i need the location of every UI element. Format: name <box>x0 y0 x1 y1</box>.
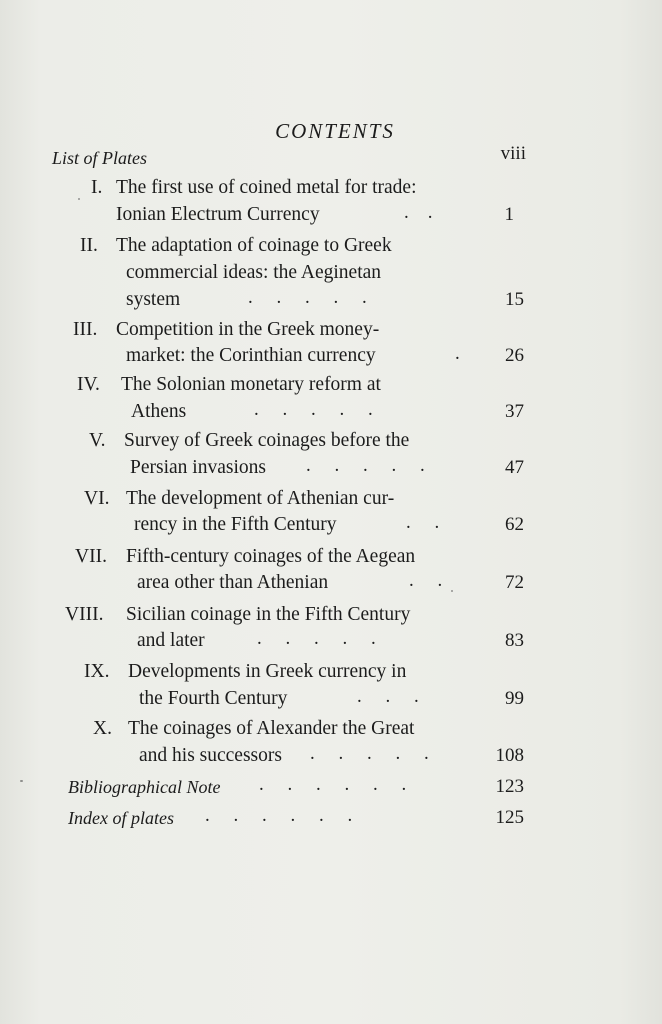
chapter-5-num: V. <box>89 430 106 451</box>
chapter-1-page: 1 <box>504 204 514 225</box>
chapter-7-leaders: . . <box>409 570 443 591</box>
chapter-4-title-line-2: Athens <box>131 401 187 422</box>
chapter-1-leaders: . . <box>404 202 433 223</box>
chapter-3-leaders: . <box>455 343 460 364</box>
chapter-2-title-line-1: The adaptation of coinage to Greek <box>116 235 392 256</box>
contents-heading: CONTENTS <box>275 119 395 143</box>
chapter-7-title-line-1: Fifth-century coinages of the Aegean <box>126 546 416 567</box>
paper-speck <box>78 198 80 200</box>
chapter-7-page: 72 <box>505 572 524 593</box>
chapter-5-page: 47 <box>505 457 524 478</box>
chapter-5-title-line-1: Survey of Greek coinages before the <box>124 430 410 451</box>
chapter-2-title-line-3: system <box>126 289 181 310</box>
chapter-9-leaders: . . . <box>357 686 419 707</box>
chapter-6-title-line-2: rency in the Fifth Century <box>134 514 337 535</box>
chapter-4-leaders: . . . . . <box>254 399 373 420</box>
chapter-10-title-line-1: The coinages of Alexander the Great <box>128 718 415 739</box>
chapter-1-title-line-1: The first use of coined metal for trade: <box>116 177 417 198</box>
chapter-1-num: I. <box>91 177 103 198</box>
chapter-5-title-line-2: Persian invasions <box>130 457 266 478</box>
chapter-8-num: VIII. <box>65 604 104 625</box>
paper-speck <box>451 590 453 592</box>
chapter-8-page: 83 <box>505 630 524 651</box>
chapter-2-page: 15 <box>505 289 524 310</box>
chapter-4-num: IV. <box>77 374 100 395</box>
chapter-10-leaders: . . . . . <box>310 743 429 764</box>
chapter-7-num: VII. <box>75 546 107 567</box>
chapter-2-leaders: . . . . . <box>248 287 367 308</box>
back-matter-leaders-1: . . . . . . <box>259 774 407 795</box>
chapter-6-title-line-1: The development of Athenian cur- <box>126 488 395 509</box>
chapter-3-title-line-2: market: the Corinthian currency <box>126 345 376 366</box>
chapter-3-page: 26 <box>505 345 524 366</box>
front-matter-page: viii <box>500 143 526 164</box>
chapter-3-title-line-1: Competition in the Greek money- <box>116 319 380 340</box>
chapter-1-title-line-2: Ionian Electrum Currency <box>116 204 320 225</box>
chapter-8-title-line-1: Sicilian coinage in the Fifth Century <box>126 604 411 625</box>
chapter-9-num: IX. <box>84 661 110 682</box>
chapter-7-title-line-2: area other than Athenian <box>137 572 329 593</box>
chapter-10-title-line-2: and his successors <box>139 745 282 766</box>
chapter-9-title-line-2: the Fourth Century <box>139 688 288 709</box>
back-matter-label-2: Index of plates <box>68 808 174 828</box>
chapter-6-num: VI. <box>84 488 110 509</box>
front-matter-label: List of Plates <box>52 148 148 168</box>
chapter-9-page: 99 <box>505 688 524 709</box>
chapter-10-page: 108 <box>495 745 524 766</box>
chapter-9-title-line-1: Developments in Greek currency in <box>128 661 407 682</box>
chapter-6-page: 62 <box>505 514 524 535</box>
chapter-2-num: II. <box>80 235 98 256</box>
back-matter-page-1: 123 <box>495 776 524 797</box>
chapter-3-num: III. <box>73 319 98 340</box>
chapter-4-title-line-1: The Solonian monetary reform at <box>121 374 381 395</box>
chapter-10-num: X. <box>93 718 112 739</box>
chapter-4-page: 37 <box>505 401 524 422</box>
chapter-8-title-line-2: and later <box>137 630 205 651</box>
back-matter-leaders-2: . . . . . . <box>205 805 353 826</box>
chapter-8-leaders: . . . . . <box>257 628 376 649</box>
chapter-5-leaders: . . . . . <box>306 455 425 476</box>
back-matter-label-1: Bibliographical Note <box>68 777 221 797</box>
paper-speck <box>20 780 23 782</box>
chapter-6-leaders: . . <box>406 512 440 533</box>
chapter-2-title-line-2: commercial ideas: the Aeginetan <box>126 262 382 283</box>
back-matter-page-2: 125 <box>495 807 524 828</box>
